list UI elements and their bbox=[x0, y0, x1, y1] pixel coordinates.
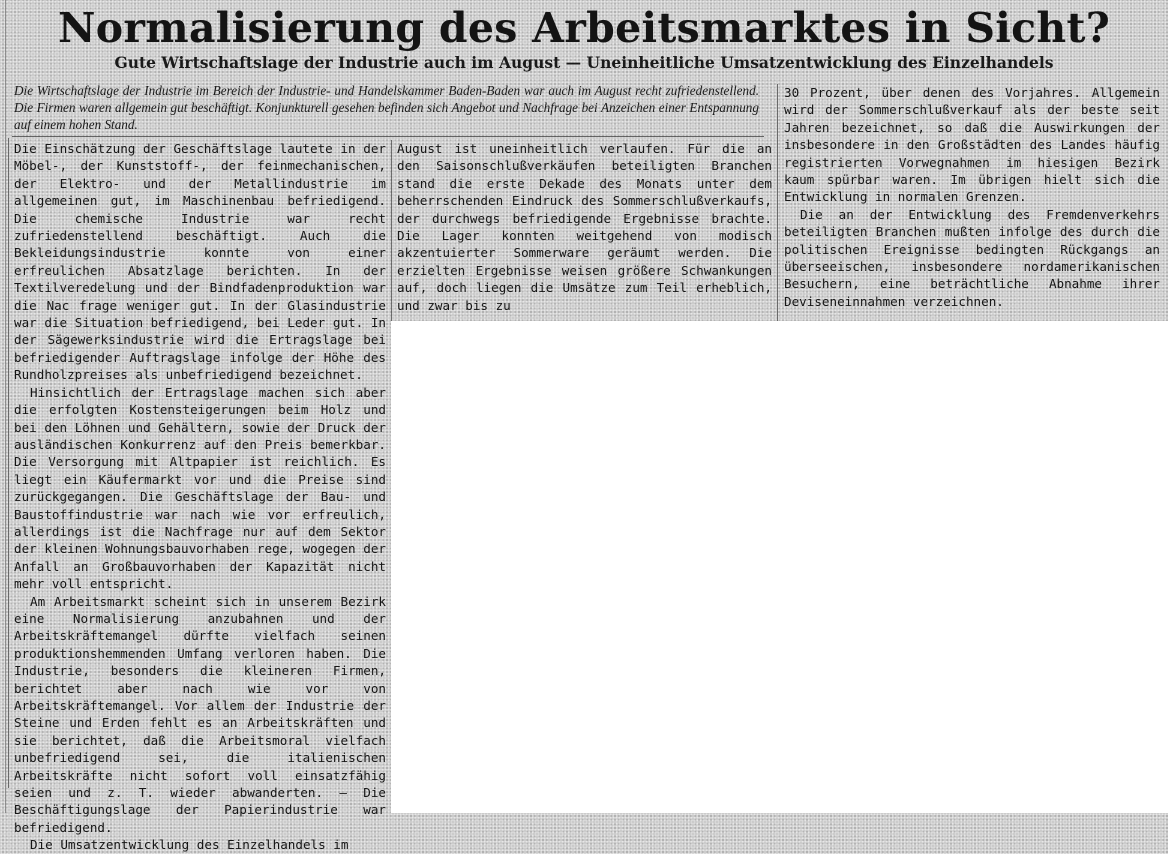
lead-rule bbox=[12, 136, 764, 137]
column3-paragraph: Die an der Entwicklung des Fremdenverkehrs beteiligten Branchen mußten infolge des durch die politischen Ereignisse bedingten Rückgangs an überseeischen, insbesondere nordamerikanischen Besuchern, eine beträchtliche Abnahme ihrer Deviseneinnahmen verzeichnen. bbox=[784, 206, 1160, 309]
column1-paragraph: Die Umsatzentwicklung des Einzelhandels im bbox=[30, 837, 349, 853]
column-rule-2 bbox=[8, 138, 9, 788]
article-column-1 bbox=[14, 140, 386, 854]
article-column-3 bbox=[784, 84, 1160, 310]
column1-paragraph: Am Arbeitsmarkt scheint sich in unserem Bezirk eine Normalisierung anzubahnen und der Arbeitskräftemangel dürfte vielfach seinen produktionshemmenden Umfang verloren haben. Die Industrie, besonders die kleineren Firmen, berichtet aber nach wie vor von Arbeitskräftemangel. Vor allem der Industrie der Steine und Erden fehlt es an Arbeitskräften und sie berichtet, daß die Arbeitsmoral vielfach unbefriedigend sei, die italienischen Arbeitskräfte nicht sofort voll einsatzfähig seien und z. T. wieder abwanderten. — Die Beschäftigungslage der Papierindustrie war befriedigend. bbox=[14, 593, 386, 835]
column2-paragraph: August ist uneinheitlich verlaufen. Für die an den Saisonschlußverkäufen beteiligten Branchen stand die erste Dekade des Monats unter dem beherrschenden Eindruck des Sommerschlußverkaufs, der durchwegs befriedigende Ergebnisse brachte. Die Lager konnten weitgehend von modisch akzentuierter Sommerware geräumt werden. Die erzielten Ergebnisse weisen größere Schwankungen auf, doch liegen die Umsätze zum Teil erheblich, und zwar bis zu bbox=[397, 141, 772, 313]
column-rule-lead bbox=[777, 84, 778, 324]
page-edge-line bbox=[5, 0, 6, 813]
article-column-2 bbox=[397, 140, 772, 314]
lead-paragraph: Die Wirtschaftslage der Industrie im Bereich der Industrie- und Handelskammer Baden-Baden war auch im August recht zufriedenstellend. Die Firmen waren allgemein gut beschäftigt. Konjunkturell gesehen befinden sich Angebot und Nachfrage bei Anzeichen einer Entspannung auf einem hohen Stand. bbox=[14, 83, 759, 132]
column1-paragraph: Die Einschätzung der Geschäftslage lautete in der Möbel-, der Kunststoff-, der feinmechanischen, der Elektro- und der Metallindustrie im allgemeinen gut, im Maschinenbau befriedigend. Die chemische Industrie war recht zufriedenstellend beschäftigt. Auch die Bekleidungsindustrie konnte von einer erfreulichen Absatzlage berichten. In der Textilveredelung und der Bindfadenproduktion war die Nac frage weniger gut. In der Glasindustrie war die Situation befriedigend, bei Leder gut. In der Sägewerksindustrie wird die Ertragslage bei befriedigender Auftragslage infolge der Höhe des Rundholzpreises als unbefriedigend bezeichnet. bbox=[14, 141, 386, 383]
column1-paragraph: Hinsichtlich der Ertragslage machen sich aber die erfolgten Kostensteigerungen beim Holz und bei den Löhnen und Gehältern, sowie der Druck der ausländischen Konkurrenz auf den Preis bemerkbar. Die Versorgung mit Altpapier ist reichlich. Es liegt ein Käufermarkt vor und die Preise sind zurückgegangen. Die Geschäftslage der Bau- und Baustoffindustrie war nach wie vor erfreulich, allerdings ist die Nachfrage nur auf dem Sektor der kleinen Wohnungsbauvorhaben rege, wogegen der Anfall an Großbauvorhaben der Kapazität nicht mehr voll entspricht. bbox=[14, 384, 386, 592]
column3-paragraph: 30 Prozent, über denen des Vorjahres. Allgemein wird der Sommerschlußverkauf als der beste seit Jahren bezeichnet, so daß die Auswirkungen der insbesondere in den Großstädten des Landes häufig registrierten Vorwegnahmen im hiesigen Bezirk kaum spürbar waren. Im übrigen hielt sich die Entwicklung in normalen Grenzen. bbox=[784, 85, 1160, 205]
headline: Normalisierung des Arbeitsmarktes in Sicht? bbox=[57, 4, 1111, 52]
blank-paper-area bbox=[391, 321, 1168, 813]
subheadline: Gute Wirtschaftslage der Industrie auch im August — Uneinheitliche Umsatzentwicklung des Einzelhandels bbox=[114, 53, 1054, 72]
